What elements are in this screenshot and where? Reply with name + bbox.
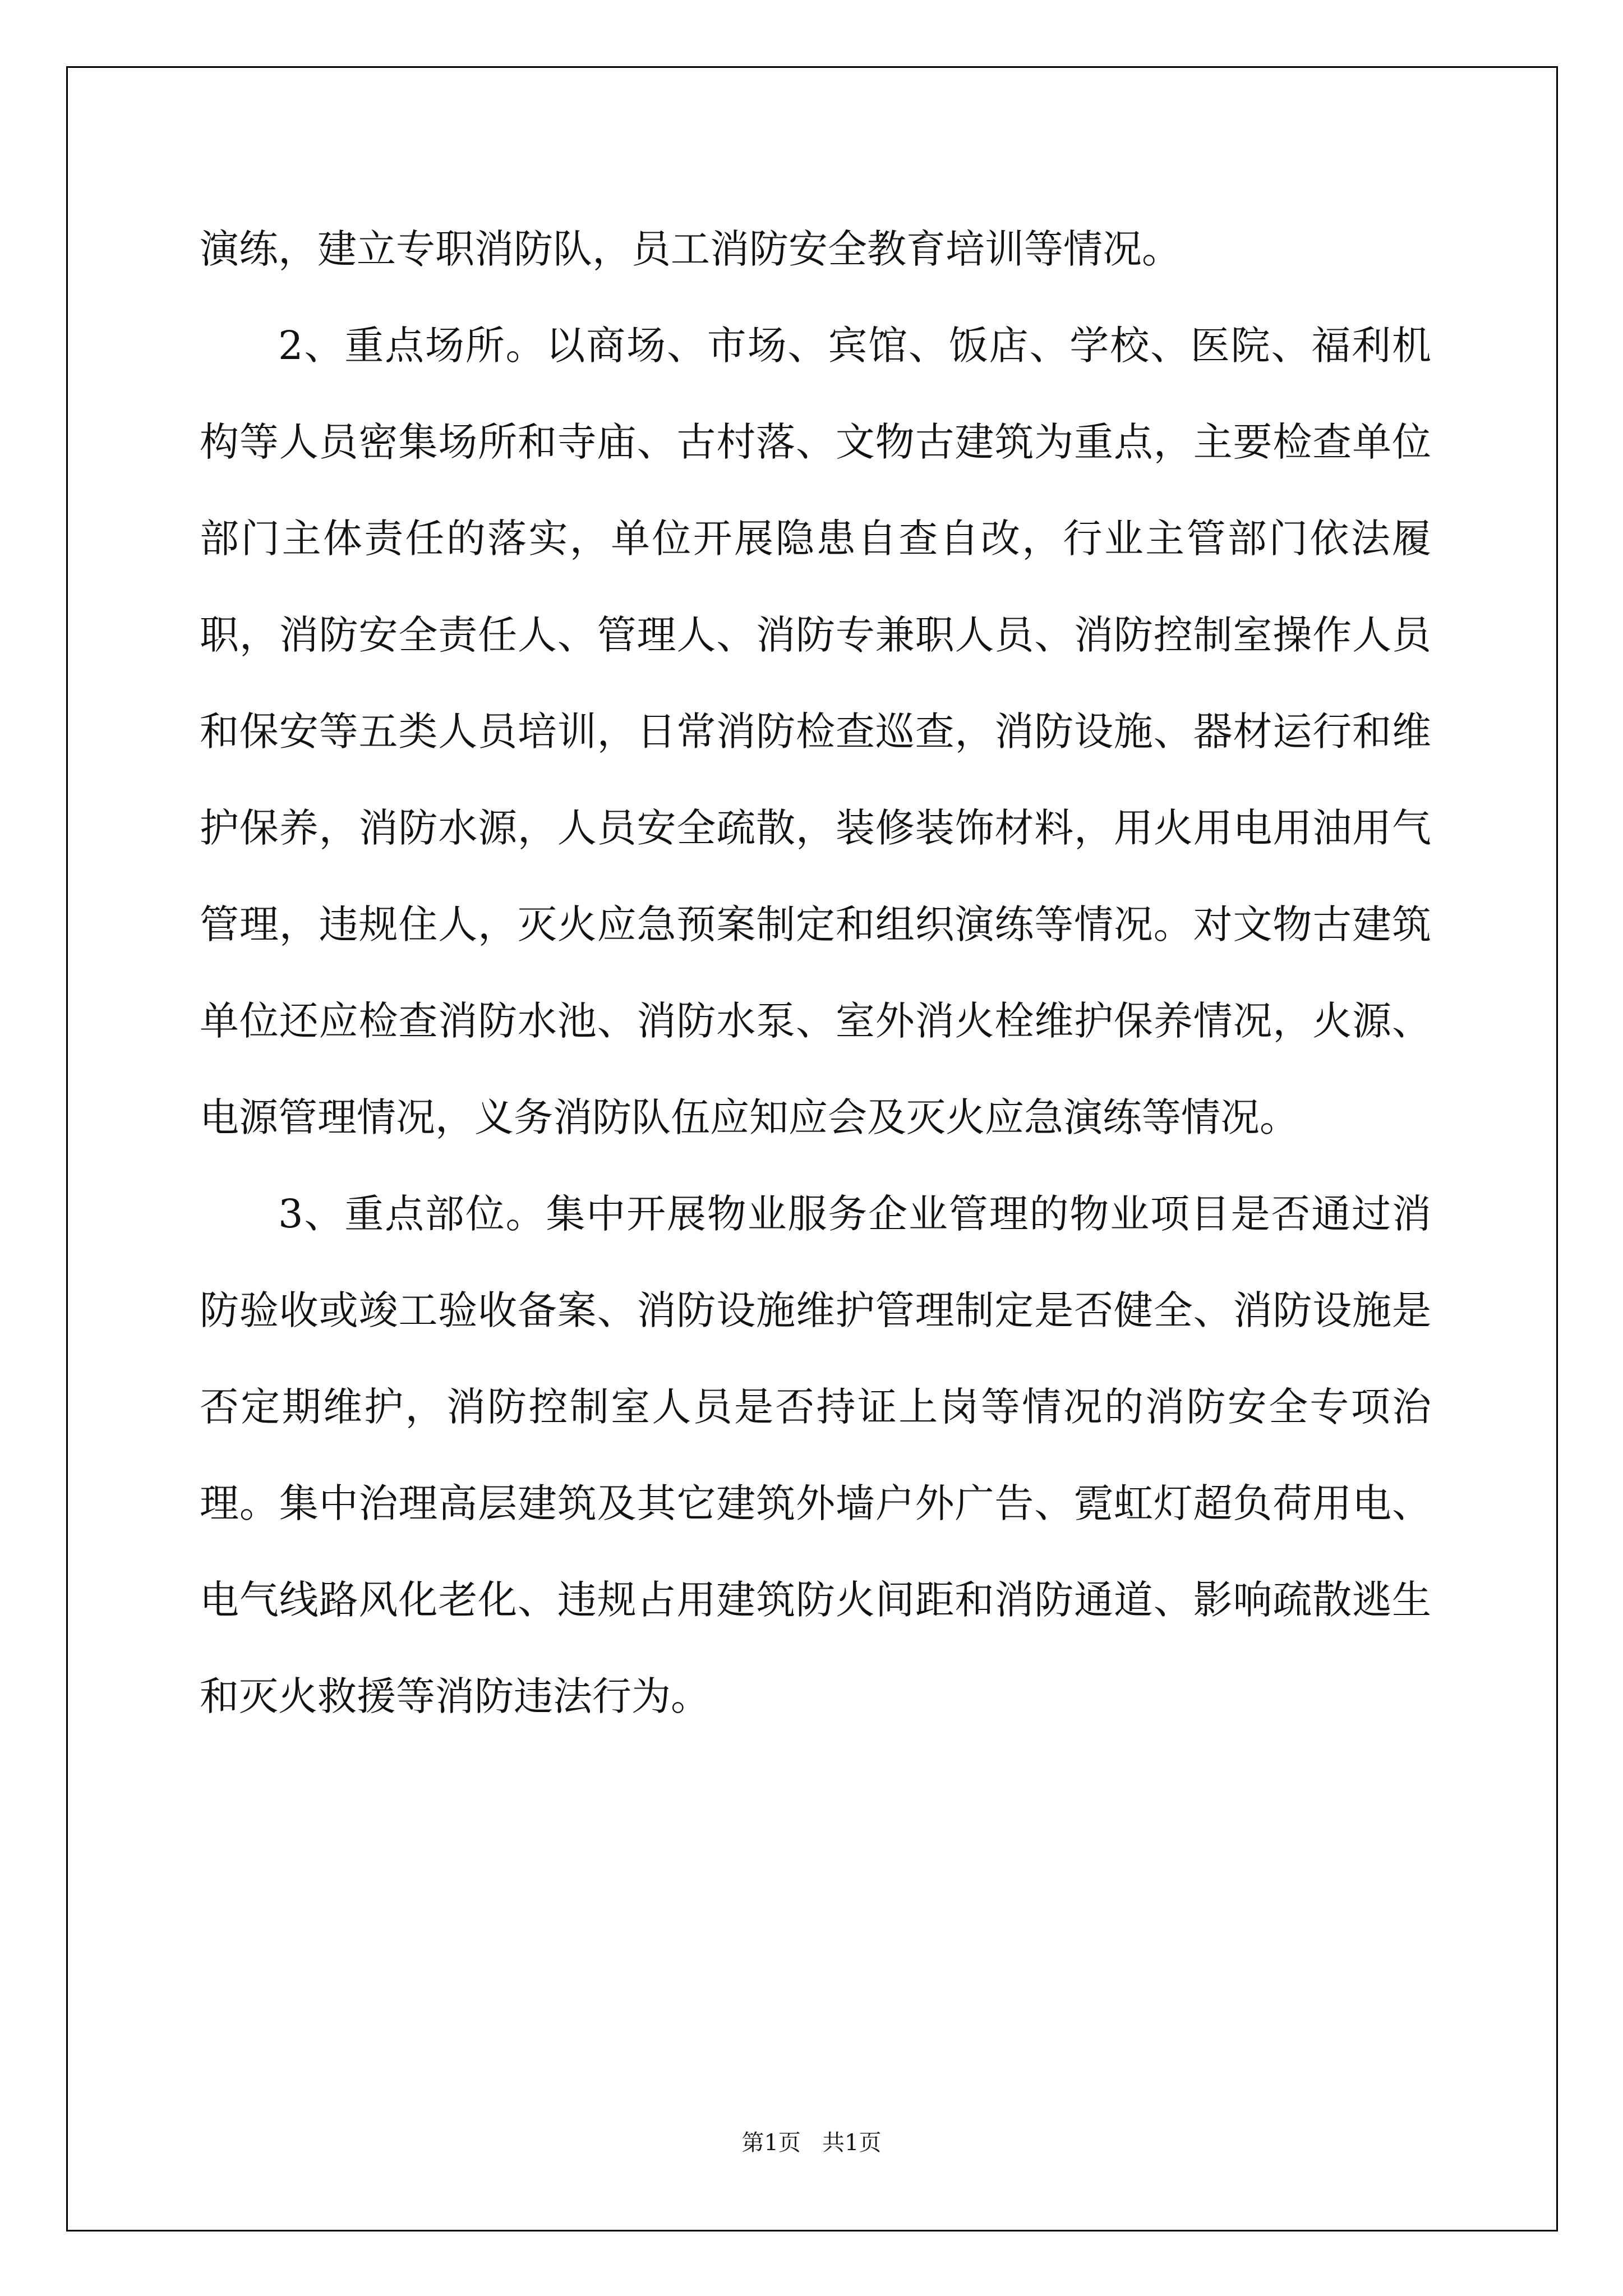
paragraph-key-areas: 3、重点部位。集中开展物业服务企业管理的物业项目是否通过消防验收或竣工验收备案、消防设施维护管理制定是否健全、消防设施是否定期维护，消防控制室人员是否持证上岗等情况的消防安全专项治理。集中治理高层建筑及其它建筑外墙户外广告、霓虹灯超负荷用电、电气线路风化老化、违规占用建筑防火间距和消防通道、影响疏散逃生和灭火救援等消防违法行为。 [200,1191,1431,1719]
paragraph-continuation: 演练，建立专职消防队，员工消防安全教育培训等情况。 [200,226,1181,272]
page-number-footer: 第1页 共1页 [741,2130,882,2156]
paragraph-key-places: 2、重点场所。以商场、市场、宾馆、饭店、学校、医院、福利机构等人员密集场所和寺庙、古村落、文物古建筑为重点，主要检查单位部门主体责任的落实，单位开展隐患自查自改，行业主管部门依法履职，消防安全责任人、管理人、消防专兼职人员、消防控制室操作人员和保安等五类人员培训，日常消防检查巡查，消防设施、器材运行和维护保养，消防水源，人员安全疏散，装修装饰材料，用火用电用油用气管理，违规住人，灭火应急预案制定和组织演练等情况。对文物古建筑单位还应检查消防水池、消防水泵、室外消火栓维护保养情况，火源、电源管理情况，义务消防队伍应知应会及灭火应急演练等情况。 [200,323,1431,1140]
document-body [200,201,1431,1745]
